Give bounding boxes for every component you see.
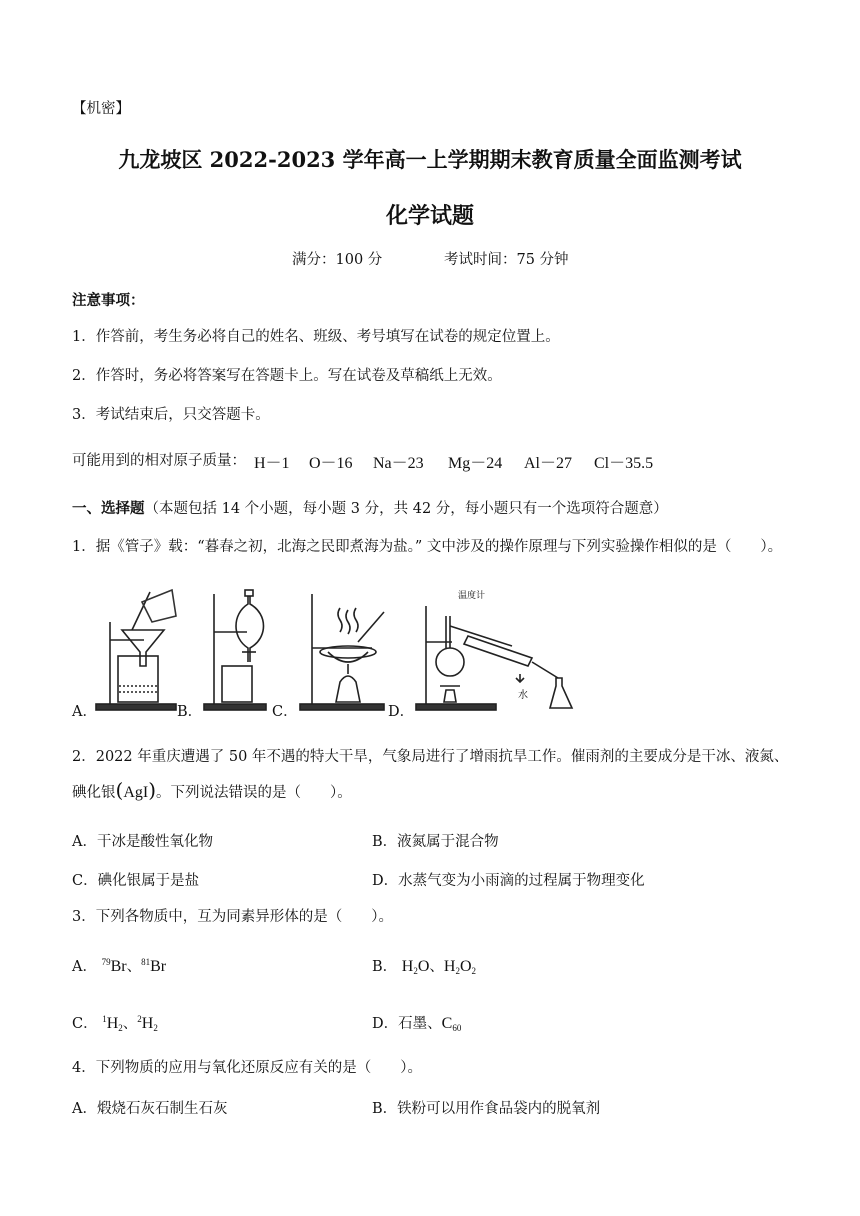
atomic-mass-cl: Cl－35.5 xyxy=(594,455,654,472)
question-2-option-d: D．水蒸气变为小雨滴的过程属于物理变化 xyxy=(372,873,645,889)
subscript: 60 xyxy=(452,1023,462,1033)
mass-number: 1 xyxy=(102,1014,107,1024)
subject-title: 化学试题 xyxy=(385,203,474,229)
separator: 、 xyxy=(429,959,444,975)
option-prefix: B． xyxy=(372,959,398,975)
element-symbol: H xyxy=(401,958,414,975)
secret-label: 【机密】 xyxy=(72,101,130,117)
water-label: 水 xyxy=(518,690,528,701)
subscript: 2 xyxy=(153,1023,158,1033)
question-3-stem: 3．下列各物质中，互为同素异形体的是（ ）。 xyxy=(72,909,393,925)
question-4-option-a: A．煅烧石灰石制生石灰 xyxy=(72,1101,228,1117)
option-prefix: D．石墨、 xyxy=(372,1016,442,1032)
question-3-option-c xyxy=(72,1012,158,1033)
element-symbol: H xyxy=(141,1015,154,1032)
subscript: 2 xyxy=(118,1023,123,1033)
stem-text: 碘化银 xyxy=(72,785,116,801)
option-label-a: A． xyxy=(72,704,97,720)
section-desc: （本题包括 14 个小题，每小题 3 分，共 42 分，每小题只有一个选项符合题意） xyxy=(144,501,668,517)
atomic-mass-al: Al－27 xyxy=(524,455,573,472)
option-label-c: C． xyxy=(272,704,298,720)
section-title: 一、选择题 xyxy=(72,500,145,517)
question-3-option-b xyxy=(372,955,476,976)
evaporation-apparatus-icon xyxy=(300,594,384,710)
element-symbol: H xyxy=(106,1015,119,1032)
element-symbol: Br xyxy=(150,958,167,975)
question-3-option-d xyxy=(372,1012,461,1033)
question-2-stem-line1: 2．2022 年重庆遭遇了 50 年不遇的特大干旱，气象局进行了增雨抗旱工作。催雨剂的主要成分是干冰、液氮、 xyxy=(72,749,789,765)
element-symbol: O xyxy=(417,958,430,975)
question-2-option-c: C．碘化银属于是盐 xyxy=(72,873,200,889)
question-2-option-b: B．液氮属于混合物 xyxy=(372,834,499,850)
element-symbol: H xyxy=(443,958,456,975)
subscript: 2 xyxy=(455,966,460,976)
agi-formula: AgI xyxy=(123,784,149,801)
separator: 、 xyxy=(122,1016,138,1032)
question-2-stem-line2: 碘化银(AgI)。下列说法错误的是（ ）。 xyxy=(72,778,352,802)
question-4-stem: 4．下列物质的应用与氧化还原反应有关的是（ ）。 xyxy=(72,1060,422,1076)
notice-item: 1．作答前，考生务必将自己的姓名、班级、考号填写在试卷的规定位置上。 xyxy=(72,329,560,345)
element-symbol: Br xyxy=(110,958,127,975)
question-2-option-a: A．干冰是酸性氧化物 xyxy=(72,834,213,850)
notice-item: 3．考试结束后，只交答题卡。 xyxy=(72,407,270,423)
atomic-mass-na: Na－23 xyxy=(373,455,424,472)
separatory-funnel-icon xyxy=(204,590,266,710)
option-label-d: D． xyxy=(388,704,415,720)
subscript: 2 xyxy=(471,966,477,976)
subscript: 2 xyxy=(413,966,418,976)
mass-number: 79 xyxy=(101,957,111,967)
atomic-mass-mg: Mg－24 xyxy=(448,455,503,472)
option-prefix: C． xyxy=(72,1016,98,1032)
element-symbol: O xyxy=(459,958,472,975)
exam-time: 考试时间：75 分钟 xyxy=(444,252,569,268)
mass-number: 2 xyxy=(137,1014,142,1024)
atomic-mass-o: O－16 xyxy=(309,455,353,472)
stem-text: 。下列说法错误的是（ ）。 xyxy=(156,785,352,801)
atomic-mass-h: H－1 xyxy=(254,455,290,472)
full-score: 满分：100 分 xyxy=(292,252,383,268)
option-prefix: A． xyxy=(72,959,97,975)
section-heading xyxy=(72,499,668,519)
question-3-option-a xyxy=(72,955,166,976)
separator: 、 xyxy=(126,959,142,975)
exam-title: 九龙坡区 2022-2023 学年高一上学期期末教育质量全面监测考试 xyxy=(118,147,742,172)
mass-number: 81 xyxy=(141,957,151,967)
question-4-option-b: B．铁粉可以用作食品袋内的脱氧剂 xyxy=(372,1101,601,1117)
notice-heading: 注意事项： xyxy=(72,292,145,309)
atomic-mass-label: 可能用到的相对原子质量： xyxy=(72,453,246,469)
filtration-apparatus-icon xyxy=(96,590,176,710)
apparatus-figure xyxy=(72,582,592,722)
distillation-apparatus-icon xyxy=(416,606,572,710)
element-symbol: C xyxy=(441,1015,453,1032)
question-1-stem: 1．据《管子》载：“暮春之初，北海之民即煮海为盐。” 文中涉及的操作原理与下列实验操作相似的是（ ）。 xyxy=(72,539,783,555)
notice-item: 2．作答时，务必将答案写在答题卡上。写在试卷及草稿纸上无效。 xyxy=(72,368,502,384)
option-label-b: B． xyxy=(177,704,203,720)
thermometer-label: 温度计 xyxy=(458,591,486,601)
